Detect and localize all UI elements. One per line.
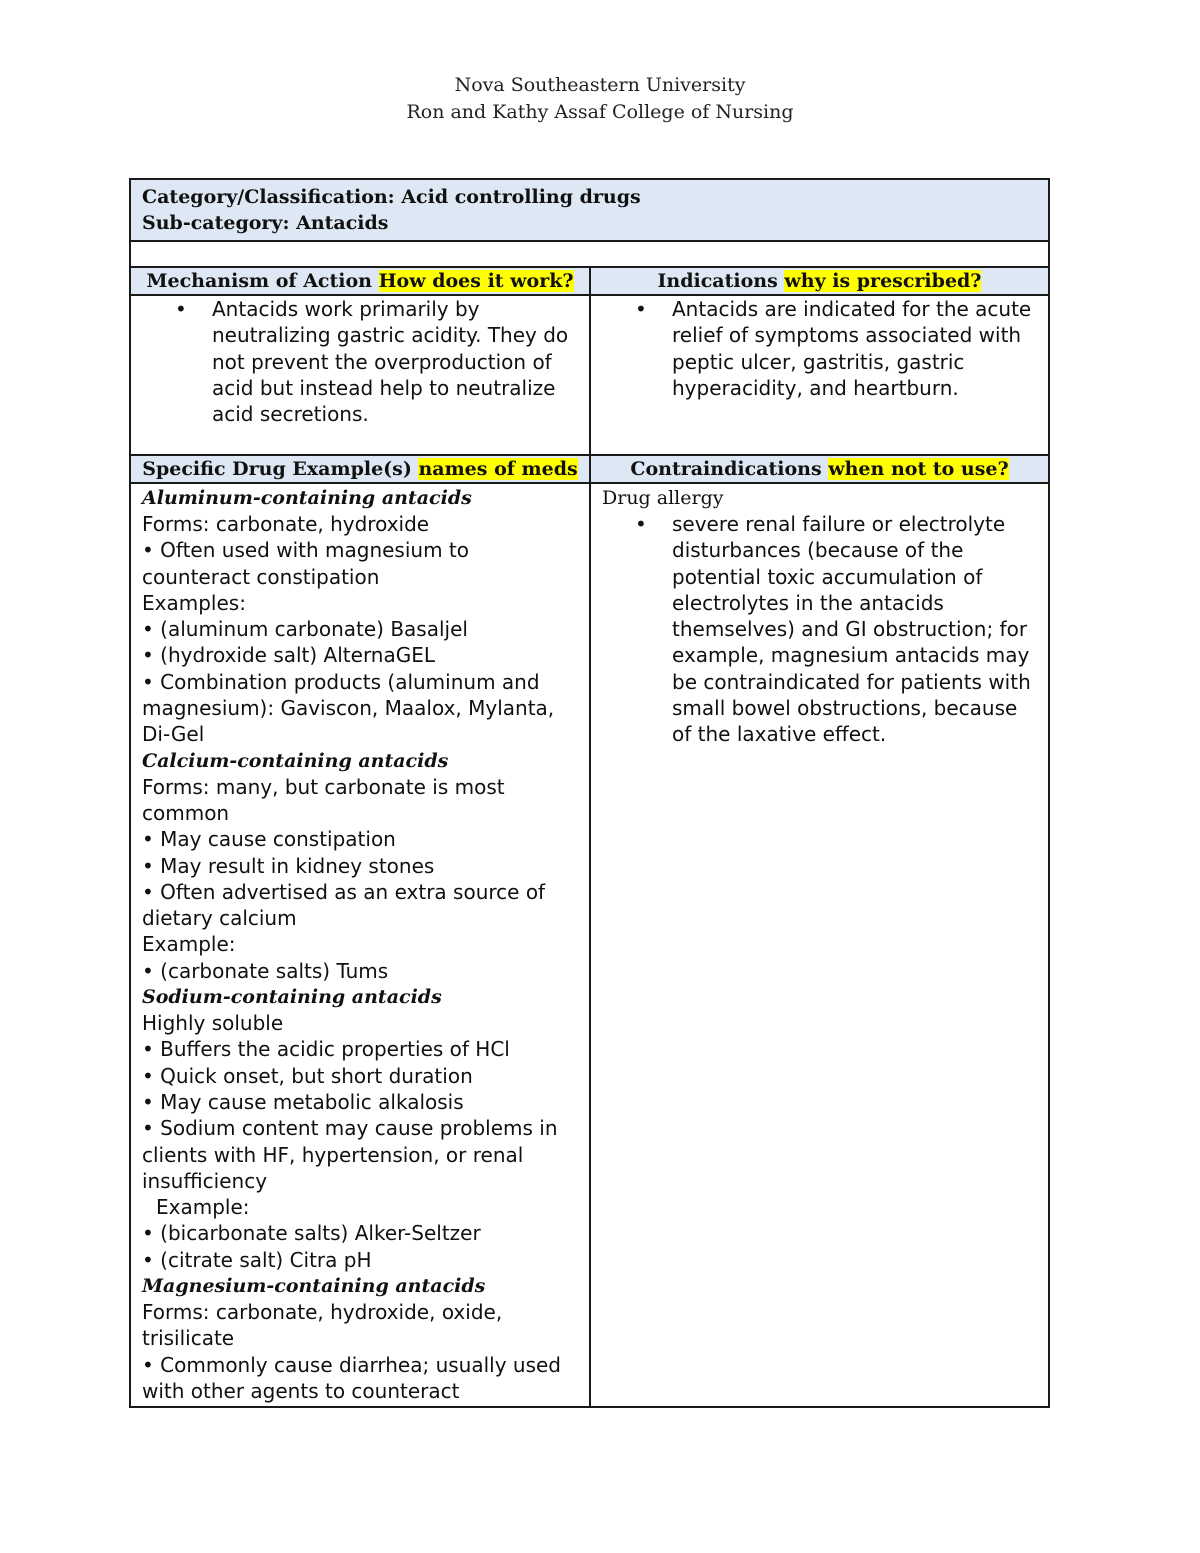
- indications-bullet: [591, 296, 1048, 401]
- list-item: • (bicarbonate salts) Alker-Seltzer: [142, 1221, 481, 1246]
- mechanism-header: [130, 267, 590, 295]
- examples-title: Specific Drug Example(s): [142, 458, 419, 480]
- sodium-example-label: Example:: [156, 1195, 250, 1220]
- indications-body: [590, 295, 1049, 455]
- contraindications-text: severe renal failure or electrolyte disturbances (because of the potential toxic accumulation of electrolytes in the antacids themselves) and GI obstruction; for example, magnesium antacids may be contraindicated for patients with small bowel obstructions, because of the laxative effect.: [672, 512, 1031, 747]
- indications-highlight: why is prescribed?: [784, 270, 982, 292]
- contraindications-highlight: when not to use?: [828, 458, 1009, 480]
- contraindications-header: [590, 455, 1049, 483]
- list-item: • (aluminum carbonate) Basaljel: [142, 617, 468, 642]
- contraindications-bullet: [602, 511, 1042, 748]
- list-item: • Buffers the acidic properties of HCl: [142, 1037, 510, 1062]
- bullet-icon: •: [635, 512, 647, 536]
- examples-body: [130, 483, 590, 1407]
- list-item: Example:: [142, 932, 236, 957]
- list-item: • Often advertised as an extra source of dietary calcium: [142, 879, 546, 931]
- indications-header: [590, 267, 1049, 295]
- sodium-heading: Sodium-containing antacids: [142, 986, 442, 1009]
- list-item: • Often used with magnesium to counteract constipation: [142, 538, 469, 589]
- list-item: • May cause metabolic alkalosis: [142, 1089, 464, 1114]
- examples-highlight: names of meds: [418, 458, 578, 480]
- aluminum-heading: Aluminum-containing antacids: [142, 487, 472, 509]
- bullet-icon: •: [635, 297, 647, 321]
- list-item: • May result in kidney stones: [142, 853, 435, 878]
- list-item: • (carbonate salts) Tums: [142, 958, 389, 983]
- university-name: Nova Southeastern University: [454, 74, 746, 96]
- list-item: • Commonly cause diarrhea; usually used with other agents to counteract: [142, 1352, 562, 1403]
- college-name: Ron and Kathy Assaf College of Nursing: [406, 101, 794, 123]
- list-item: • (hydroxide salt) AlternaGEL: [142, 643, 436, 668]
- spacer-row: [130, 241, 1049, 267]
- contraindications-body: [590, 483, 1049, 1407]
- mechanism-text: Antacids work primarily by neutralizing gastric acidity. They do not prevent the overproduction of acid but instead help to neutralize acid secretions.: [212, 297, 569, 427]
- list-item: Forms: carbonate, hydroxide, oxide, trisilicate: [142, 1300, 503, 1351]
- magnesium-heading: Magnesium-containing antacids: [142, 1275, 486, 1298]
- indications-text: Antacids are indicated for the acute relief of symptoms associated with peptic ulcer, gastritis, gastric hyperacidity, and heartburn.: [672, 297, 1032, 400]
- contraindications-title: Contraindications: [630, 458, 829, 480]
- sodium-list: [142, 1010, 583, 1273]
- mechanism-highlight: How does it work?: [378, 270, 574, 292]
- indications-title: Indications: [657, 270, 785, 292]
- list-item: Examples:: [142, 590, 246, 615]
- list-item: • (citrate salt) Citra pH: [142, 1247, 372, 1272]
- calcium-list: [142, 774, 583, 984]
- list-item: • Sodium content may cause problems in clients with HF, hypertension, or renal insufficiency: [142, 1116, 558, 1193]
- list-item: Forms: many, but carbonate is most common: [142, 774, 505, 825]
- subcategory-text: Sub-category: Antacids: [142, 212, 389, 234]
- classification-text: Category/Classification: Acid controlling drugs: [142, 186, 641, 208]
- bullet-icon: •: [175, 297, 187, 321]
- calcium-heading: Calcium-containing antacids: [142, 749, 449, 772]
- drug-card-table: [129, 178, 1050, 1408]
- mechanism-bullet: [131, 296, 589, 427]
- contraindications-intro: Drug allergy: [602, 487, 724, 509]
- mechanism-title: Mechanism of Action: [146, 270, 379, 292]
- category-cell: [130, 179, 1049, 241]
- mechanism-body: [130, 295, 590, 455]
- list-item: • May cause constipation: [142, 827, 396, 852]
- list-item: • Combination products (aluminum and magnesium): Gaviscon, Maalox, Mylanta, Di-Gel: [142, 669, 555, 747]
- list-item: Forms: carbonate, hydroxide: [142, 512, 430, 536]
- list-item: Highly soluble: [142, 1011, 284, 1036]
- examples-header: [130, 455, 590, 483]
- list-item: • Quick onset, but short duration: [142, 1063, 473, 1088]
- aluminum-list: [142, 511, 583, 748]
- magnesium-list: [142, 1299, 583, 1404]
